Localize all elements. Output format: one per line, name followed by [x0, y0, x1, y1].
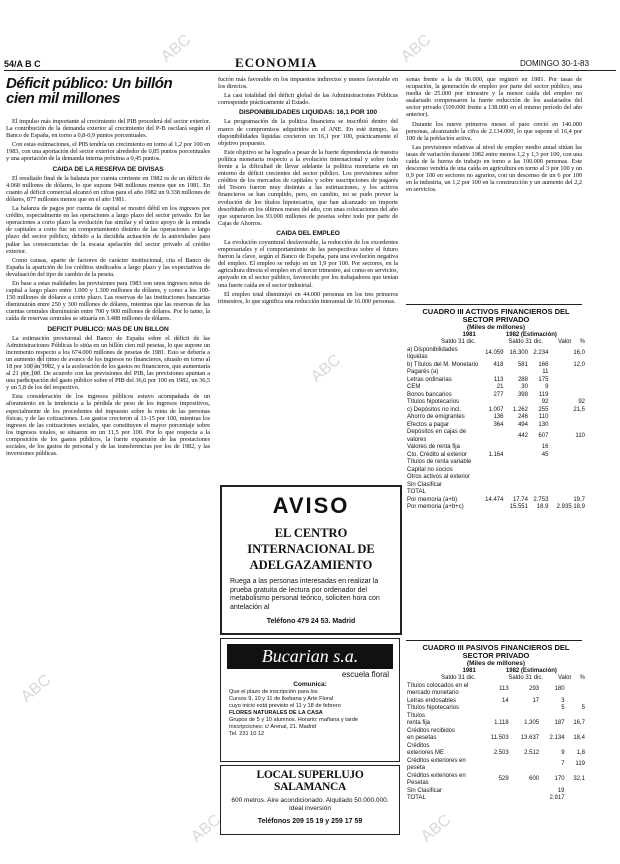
row-label: TOTAL — [407, 795, 426, 801]
cell-value — [549, 474, 586, 482]
cell-value — [510, 743, 540, 751]
cell-value — [480, 429, 504, 444]
row-label: Títulos hipotecarios — [407, 399, 460, 405]
paragraph: Como causas, aparte de factores de carácter institucional, cita el Banco de España la aparición de los créditos sindicados a largo plazo y las expectativas de devaluación del tipo de cambio de la peseta. — [6, 256, 210, 278]
col-head: Valor — [557, 339, 572, 345]
subheading: CAIDA DE LA RESERVA DE DIVISAS — [52, 165, 164, 173]
row-label: b) Títulos del M. Monetario — [407, 361, 479, 368]
cell-value — [540, 713, 565, 721]
column-3 — [406, 76, 582, 196]
cell-value — [549, 392, 586, 400]
cell-value — [566, 788, 586, 796]
table-row — [406, 474, 586, 482]
row-label: Bonos bancarios — [407, 391, 452, 398]
cell-value — [540, 743, 565, 751]
cell-value: 255 — [538, 406, 549, 413]
cell-value: 17 — [532, 697, 540, 704]
bucarian-ad — [220, 638, 400, 762]
cell-value — [549, 459, 586, 467]
row-label: TOTAL — [407, 489, 426, 495]
cell-value — [549, 377, 586, 385]
bucarian-line: Que el plazo de inscripción para los — [229, 689, 318, 695]
cell-value: 119 — [575, 761, 585, 768]
table-row — [406, 743, 586, 751]
cell-value — [480, 467, 504, 475]
cell-value — [566, 728, 586, 736]
cell-value: 5 — [581, 705, 585, 711]
cell-value: 600 — [529, 776, 540, 783]
cell-value — [549, 489, 586, 497]
cell-value: 170 — [554, 776, 565, 783]
cell-value: 113 — [499, 686, 509, 693]
cell-value: 246 — [517, 414, 528, 420]
bucarian-line: Inscripciones: c/ Arenal, 21. Madrid — [229, 724, 317, 730]
table-row — [406, 347, 586, 362]
row-label: Por memoria (a+b+c) — [407, 504, 464, 510]
cell-value: 119 — [538, 391, 549, 398]
table-row — [406, 773, 586, 788]
row-label: Valores de renta fija — [407, 444, 460, 450]
cell-value: 2.512 — [524, 750, 540, 756]
cell-value: 418 — [493, 361, 504, 368]
col-head: Saldo 31 dic. — [508, 339, 544, 345]
cell-value: 293 — [529, 686, 540, 693]
cell-value — [529, 474, 549, 482]
paragraph: Este objetivo se ha logrado a pesar de la fuerte dependencia de nuestra política monetaria respecto a la evolución internacional y sobre todo frente a la dificultad de llevar adelante la política monetaria en un entorno de déficit crecientes del sector público. Los previsiones sobre créditos de los mercados de capitales y sobre suscripciones de pagarés del Tesoro fueron muy distintas a las estimaciones, y los activos financieros se han cumplido, pero, en cambio, no se pudo prever la evolución de los títulos hipotecarios, que han alcanzado un importe desorbitado en los últimos meses del año, con unas colocaciones del año que superaron los 93.000 millones de pesetas sobre todo por parte de Cajas de Ahorros. — [218, 148, 398, 227]
cell-value: 9 — [545, 384, 549, 390]
cell-value — [480, 444, 504, 452]
table-rule — [406, 304, 582, 305]
col-head: Saldo 31 dic. — [508, 675, 544, 681]
watermark: ABC — [158, 31, 195, 66]
cell-value: 175 — [538, 376, 549, 383]
bucarian-lines — [229, 689, 391, 738]
table-activos — [406, 308, 586, 512]
row-label: CEM — [407, 384, 421, 390]
cell-value: 1.305 — [524, 720, 540, 726]
cell-value — [480, 743, 510, 751]
table-row — [406, 422, 586, 430]
cell-value: 19 — [557, 787, 565, 794]
row-label: Depósitos en cajas de valores — [407, 429, 467, 443]
watermark: ABC — [18, 351, 55, 386]
aviso-body: Ruega a las personas interesadas en realizar la prueba gratuita de lectura por ordenador del metabolismo personal teórico, soliciten hora con antelación al — [230, 578, 380, 611]
cell-value: 5 — [561, 705, 565, 711]
cell-value — [510, 728, 540, 736]
table-rule — [406, 640, 582, 641]
cell-value: 15.551 — [509, 504, 528, 510]
cell-value: 1.118 — [494, 720, 509, 726]
row-label: exteriores ME — [407, 750, 445, 756]
year-head: 1981 — [462, 667, 476, 674]
paragraph: La programación de la política financiera se inscribió dentro del marco de compromisos adquiridos en el ANE. En esté tiempo, las disponibilidades líquidas crecieron un 16,1 por 100, prácticamente el objetivo propuesto. — [218, 118, 398, 147]
cell-value: 2.234 — [533, 350, 549, 357]
aviso-name: EL CENTRO INTERNACIONAL DE ADELGAZAMIENTO — [247, 526, 375, 572]
cell-value: 607 — [538, 432, 549, 439]
cell-value — [540, 728, 565, 736]
cell-value: 113 — [493, 376, 504, 383]
col-head: % — [579, 339, 585, 345]
table-title: CUADRO III PASIVOS FINANCIEROS DEL SECTOR PRIVADO — [422, 643, 570, 660]
cell-value: 130 — [538, 421, 549, 428]
cell-value — [480, 482, 504, 490]
table-row — [406, 452, 586, 460]
cell-value: 136 — [493, 414, 504, 420]
cell-value — [504, 482, 528, 490]
cell-value — [510, 795, 540, 803]
cell-value — [510, 705, 540, 713]
cell-value: 16.300 — [509, 350, 528, 357]
table-unit: (Miles de millones) — [466, 660, 526, 667]
cell-value — [549, 369, 586, 377]
cell-value: 18,4 — [573, 735, 585, 741]
row-label: en pesetas — [407, 735, 437, 741]
cell-value: 14 — [502, 697, 509, 704]
cell-value — [566, 743, 586, 751]
cell-value: 21,5 — [573, 406, 585, 413]
cell-value — [529, 467, 549, 475]
cell-value — [504, 369, 528, 377]
cell-value: 2.753 — [533, 496, 549, 503]
paragraph: Las previsiones relativas al nivel de empleo medio anual sitúan las tasas de variación durante 1982 entre menos 1,2 y 1,3 por 100, con una caída de la fuerza de trabajo en torno a las 100.000 personas. Este descenso vendría de una caída en agricultura en torno al 3 por 100 y un 0,9 por 100 en sectores no agrarios, con un descenso de un 6 por 100 en la industria, un 1,2 por 100 en la construcción y un aumento del 2,2 en servicios. — [406, 143, 582, 194]
cell-value: 166 — [538, 361, 549, 368]
cell-value — [480, 788, 510, 796]
cell-value: 12,0 — [573, 361, 585, 368]
row-label: Letras endosables — [407, 697, 457, 704]
table-row — [406, 459, 586, 467]
cell-value — [549, 482, 586, 490]
cell-value: 45 — [541, 451, 549, 458]
table-row — [406, 399, 586, 407]
local-ad — [220, 765, 400, 835]
cell-value: 180 — [554, 686, 565, 693]
paragraph: La balanza de pagos por cuenta de capital se mostró débil en los ingresos por crédito, especialmente en las operaciones a largo plazo del sector privado. En las operaciones a corto plazo la evolución fue similar y el único apoyo de la entrada de capitales a corto fue un comportamiento distinto de las operaciones a largo plazo del sector público, debido a la decidida actuación de la autoridades para paliar las consecuencias de la escasa apelación del sector privado al crédito exterior. — [6, 205, 210, 255]
row-label: Créditos exteriores en Pesetas — [407, 772, 466, 786]
watermark: ABC — [18, 671, 55, 706]
cell-value: 16,7 — [573, 720, 585, 726]
cell-value: 92 — [541, 399, 549, 405]
paragraph: La evolución coyuntural desfavorable, la reducción de los excedentes empresariales y el comportamiento de las perspectivas sobre el futuro fueron la clave, según el Banco de España, para una evolución negativa del empleo. El empleo se redujo en un 1,9 por 100. Por sectores, en la agricultura directa el empleo en el tercer trimestre, así como en servicios, apoyado en el sector público, favorecido por los trabajadores que tenían una fuerte caída en el sector industrial. — [218, 238, 398, 289]
paragraph: Esta consideración de los ingresos públicos estuvo acompañada de un aforamiento en la tendencia a la pérdida de peso de los ingresos impositivos, especialmente de los procedentes del impuesto sobre la renta de las personas físicas, y de las cotizaciones. Los gastos crecieron al 11-15 por 100, mientras los ingresos de las cotizaciones sociales, que constituyen el mayor porcentaje sobre los ingresos totales, se situaron en un 11,5 por 100. Por lo que respecta a la composición de los gastos públicos, la fuerte expansión de las prestaciones sociales, de los gastos de personal y de las transferencias por los de 1982, y las inversiones públicas. — [6, 393, 210, 458]
cell-value: 14.474 — [485, 496, 504, 503]
table-row — [406, 735, 586, 743]
cell-value: 11 — [542, 369, 549, 375]
cell-value — [566, 713, 586, 721]
bucarian-line: Grupos de 5 y 10 alumnos. Horario: mañana y tarde — [229, 717, 359, 723]
aviso-phone: Teléfono 479 24 53. Madrid — [266, 618, 356, 625]
cell-value — [549, 444, 586, 452]
paragraph: El resultado final de la balanza por cuenta corriente en 1982 es de un déficit de 4.068 millones de dólares, lo que supone 948 millones menos que en 1981. En cuanto al déficit comercial alcanzó en cifras para el año 1982 un 9.338 millones de dólares, 877 millones menos que en el año 1981. — [6, 174, 210, 203]
table-row — [406, 720, 586, 728]
row-label: Efectos a pagar — [407, 421, 450, 428]
cell-value — [504, 452, 528, 460]
bucarian-logo: Bucarian s.a. — [227, 644, 393, 669]
headline: Déficit público: Un billón cien mil millones — [6, 75, 173, 107]
cell-value — [529, 459, 549, 467]
table-row — [406, 429, 586, 444]
date: DOMINGO 30-1-83 — [520, 59, 589, 68]
cell-value: 9 — [561, 750, 565, 756]
bucarian-subtitle: escuela floral — [341, 670, 389, 679]
cell-value — [549, 384, 586, 392]
table-row — [406, 377, 586, 385]
row-label: Créditos — [407, 742, 430, 749]
cell-value: 13.637 — [520, 735, 540, 741]
cell-value: 277 — [493, 391, 504, 398]
table-row — [406, 504, 586, 512]
year-head: 1982 (Estimación) — [505, 331, 557, 338]
cell-value: 16,0 — [573, 350, 585, 357]
cell-value — [529, 482, 549, 490]
cell-value — [480, 758, 510, 773]
cell-value: 110 — [575, 432, 585, 439]
cell-value — [480, 713, 510, 721]
row-label: a) Disponibilidades líquidas — [407, 346, 458, 360]
cell-value: 398 — [517, 391, 528, 398]
cell-value — [566, 795, 586, 803]
local-title: LOCAL SUPERLUJO SALAMANCA — [256, 769, 364, 793]
cell-value — [504, 489, 528, 497]
cell-value — [480, 728, 510, 736]
watermark: ABC — [418, 811, 455, 846]
subheading: CAIDA DEL EMPLEO — [276, 229, 340, 237]
row-label: Títulos colocados en el mercado monetario — [407, 682, 469, 696]
cell-value — [510, 788, 540, 796]
row-label: Pagarés (a) — [407, 369, 439, 375]
cell-value — [480, 489, 504, 497]
paragraph: Durante los nueve primeros meses el paro creció en 146.000 personas, alcanzando la cifra de 2.134.000, lo que supone el 16,4 por 100 de la población activa. — [406, 120, 582, 142]
table-body — [406, 683, 586, 803]
table-row — [406, 369, 586, 377]
cell-value — [510, 758, 540, 773]
cell-value: 494 — [517, 421, 528, 428]
cell-value: 2.917 — [549, 795, 565, 801]
row-label: Sin Clasificar — [407, 787, 443, 794]
aviso-ad — [220, 485, 402, 635]
cell-value — [566, 683, 586, 698]
cell-value — [529, 489, 549, 497]
cell-value — [480, 459, 504, 467]
table-row — [406, 467, 586, 475]
table-row — [406, 489, 586, 497]
table-row — [406, 497, 586, 505]
header-rule — [4, 70, 616, 71]
cell-value — [549, 467, 586, 475]
bucarian-line: Cursos 9, 10 y 11 de Ikebana y Arte Floral — [229, 696, 334, 702]
cell-value — [480, 795, 510, 803]
cell-value: 442 — [517, 432, 528, 439]
row-label: Letras ordinarias — [407, 376, 452, 383]
table-row — [406, 713, 586, 721]
paragraph: El empleo total disminuyó en 44.000 personas en los tres primeros trimestres, lo que significa una reducción interanual de 16.000 personas. — [218, 290, 398, 305]
row-label: renta fija — [407, 720, 431, 726]
table-row — [406, 362, 586, 370]
watermark: ABC — [188, 811, 225, 846]
table-row — [406, 705, 586, 713]
cell-value: 581 — [517, 361, 528, 368]
table-body — [406, 347, 586, 512]
table-row — [406, 683, 586, 698]
cell-value: 187 — [554, 720, 565, 726]
local-phone: Teléfonos 209 15 19 y 259 17 59 — [257, 818, 363, 825]
cell-value — [549, 452, 586, 460]
row-label: Títulos de renta variable — [407, 459, 472, 465]
cell-value: 7 — [561, 761, 565, 768]
cell-value: 16 — [541, 444, 549, 450]
table-row — [406, 482, 586, 490]
paragraph: La casi totalidad del déficit global de las Administraciones Públicas corresponde prácticamente al Estado. — [218, 92, 398, 107]
table-row — [406, 384, 586, 392]
col-head: Saldo 31 dic. — [441, 675, 476, 681]
paragraph: Con estas estimaciones, el PIB tendría un crecimiento en torno al 1,2 por 100 en 1983, con una aportación del sector exterior alrededor de 0,85 puntos porcentuales y una aportación de la demanda interna próxima a 0,45 puntos. — [6, 141, 210, 163]
cell-value — [504, 399, 528, 407]
paragraph: sonas frente a la de 96.000, que registró en 1981. Por tasas de ocupación, la generación de empleo por parte del sector público, una media de 25.000 por trimestre y la menor caída del empleo no asalariado compensaron la fuerte reducción de los asalariados del sector privado (109.000 frente a 138.000 en el mismo período del año anterior). — [406, 76, 582, 119]
cell-value: 14.059 — [485, 350, 504, 357]
row-label: Títulos hipotecarios — [407, 705, 460, 711]
cell-value: 3 — [561, 697, 565, 704]
cell-value — [504, 467, 528, 475]
cell-value — [480, 474, 504, 482]
row-label: Cto. Crédito al exterior — [407, 451, 468, 458]
cell-value: 18.9 — [536, 504, 549, 510]
row-label: c) Depósitos no incl. — [407, 406, 462, 413]
cell-value — [480, 705, 510, 713]
cell-value: 19,7 — [573, 496, 585, 503]
cell-value: 2.935 18,9 — [556, 504, 585, 510]
page-number: 54/A B C — [4, 59, 41, 69]
year-head: 1982 (Estimación) — [505, 667, 557, 674]
table-title: CUADRO III ACTIVOS FINANCIEROS DEL SECTOR PRIVADO — [422, 307, 570, 324]
cell-value: 30 — [521, 384, 528, 390]
cell-value — [480, 504, 504, 512]
paragraph: La estimación provisional del Banco de España sobre el déficit de las Administraciones Públicas lo sitúa en un billón cien mil pesetas, lo que supone un incremento respecto a los 674.000 millones de pesetas de 1981. Esto se debería a un aumento del ritmo de avance de los ingresos no financieros, situado en torno al 18 por 100 en 1982, y a la aceleración de los gastos no financieros, que aumentaría al 21 por 100. De acuerdo con las previsiones del PIB, las previsiones apuntan a una participación del gasto público sobre el PIB del 36,6 por 100 en 1982, un 36,5 y un 5,8 de los del respectivo. — [6, 334, 210, 392]
row-label: Por memoria (a+b) — [407, 496, 458, 503]
cell-value — [549, 414, 586, 422]
cell-value — [566, 698, 586, 706]
table-row — [406, 795, 586, 803]
cell-value: 21 — [496, 384, 504, 390]
bucarian-line: Tel. 231 10 12 — [229, 731, 265, 737]
table-row — [406, 728, 586, 736]
cell-value: 1.262 — [512, 406, 528, 413]
cell-value: 364 — [493, 421, 504, 428]
cell-value: 11.503 — [490, 735, 509, 741]
cell-value: 110 — [538, 414, 549, 420]
row-label: Otros activos al exterior — [407, 474, 471, 480]
paragraph: En base a estas realidades las previsiones para 1983 son unos ingresos netos de capital a largo plazo entre 1.000 y 1.300 millones de dólares, y como a los 100-150 millones de dólares a corto plazo. Las reservas de las instituciones bancarias disminuirán entre 250 y 300 millones de dólares, mientras que las reservas de las cuentas centrales disminuirán entre 700 y 900 millones de dólares. Por lo tanto, la caída de reservas centrales se situaría en 3.488 millones de dólares. — [6, 279, 210, 323]
cell-value: 529 — [498, 776, 509, 783]
cell-value: 1.164 — [488, 451, 504, 458]
cell-value — [504, 444, 528, 452]
cell-value: 1.007 — [488, 406, 504, 413]
table-row — [406, 750, 586, 758]
row-label: Créditos recibidos — [407, 727, 456, 734]
col-head: % — [579, 675, 585, 681]
year-head: 1981 — [462, 331, 476, 338]
cell-value — [480, 369, 504, 377]
cell-value: 288 — [517, 376, 528, 383]
cell-value: 92 — [578, 399, 585, 405]
cell-value: 1,8 — [576, 750, 585, 756]
cell-value — [510, 713, 540, 721]
row-label: Capital no socios — [407, 466, 453, 473]
cell-value: 2.503 — [493, 750, 509, 756]
cell-value: 32,1 — [573, 776, 585, 783]
cell-value — [504, 459, 528, 467]
watermark: ABC — [398, 31, 435, 66]
subheading: DEFICIT PUBLICO: MAS DE UN BILLON — [47, 325, 169, 333]
column-2 — [218, 76, 398, 307]
watermark: ABC — [308, 351, 345, 386]
row-label: Créditos exteriores en peseta — [407, 757, 466, 771]
bucarian-line: FLORES NATURALES DE LA CASA — [229, 710, 323, 716]
cell-value: 17.74 — [512, 496, 528, 503]
bucarian-head: Comunica: — [293, 681, 327, 688]
table-unit: (Miles de millones) — [466, 324, 526, 331]
row-label: Sin Clasificar — [407, 481, 443, 488]
table-row — [406, 444, 586, 452]
col-head: Valor — [557, 675, 572, 681]
table-row — [406, 407, 586, 415]
aviso-title: AVISO — [272, 493, 350, 518]
col-head: Saldo 31 dic. — [441, 339, 476, 345]
section-title: ECONOMIA — [235, 55, 318, 70]
local-body: 600 metros. Aire acondicionado. Alquilado 50.000.000. Ideal inversión — [231, 797, 389, 812]
column-1 — [6, 118, 210, 459]
cell-value — [480, 399, 504, 407]
bucarian-line: cuyo inicio está previsto el 11 y 18 de febrero — [229, 703, 341, 709]
paragraph: El impulso más importante al crecimiento del PIB procederá del sector exterior. La contribución de la demanda exterior al crecimiento del P-B oscilará según el Banco de España, en torno a 0,8-0,9 puntos porcentuales. — [6, 118, 210, 140]
table-row — [406, 758, 586, 773]
subheading: DISPONIBILIDADES LIQUIDAS: 16,1 POR 100 — [239, 109, 377, 117]
table-pasivos — [406, 644, 586, 803]
table-row — [406, 788, 586, 796]
cell-value: 2.134 — [549, 735, 565, 741]
paragraph: fución más favorable en los impuestos indirectos y menos favorable en los directos. — [218, 76, 398, 91]
row-label: Ahorro de emigrantes — [407, 414, 465, 420]
row-label: Títulos — [407, 712, 426, 719]
table-row — [406, 698, 586, 706]
cell-value — [504, 474, 528, 482]
table-row — [406, 414, 586, 422]
table-row — [406, 392, 586, 400]
cell-value — [549, 422, 586, 430]
